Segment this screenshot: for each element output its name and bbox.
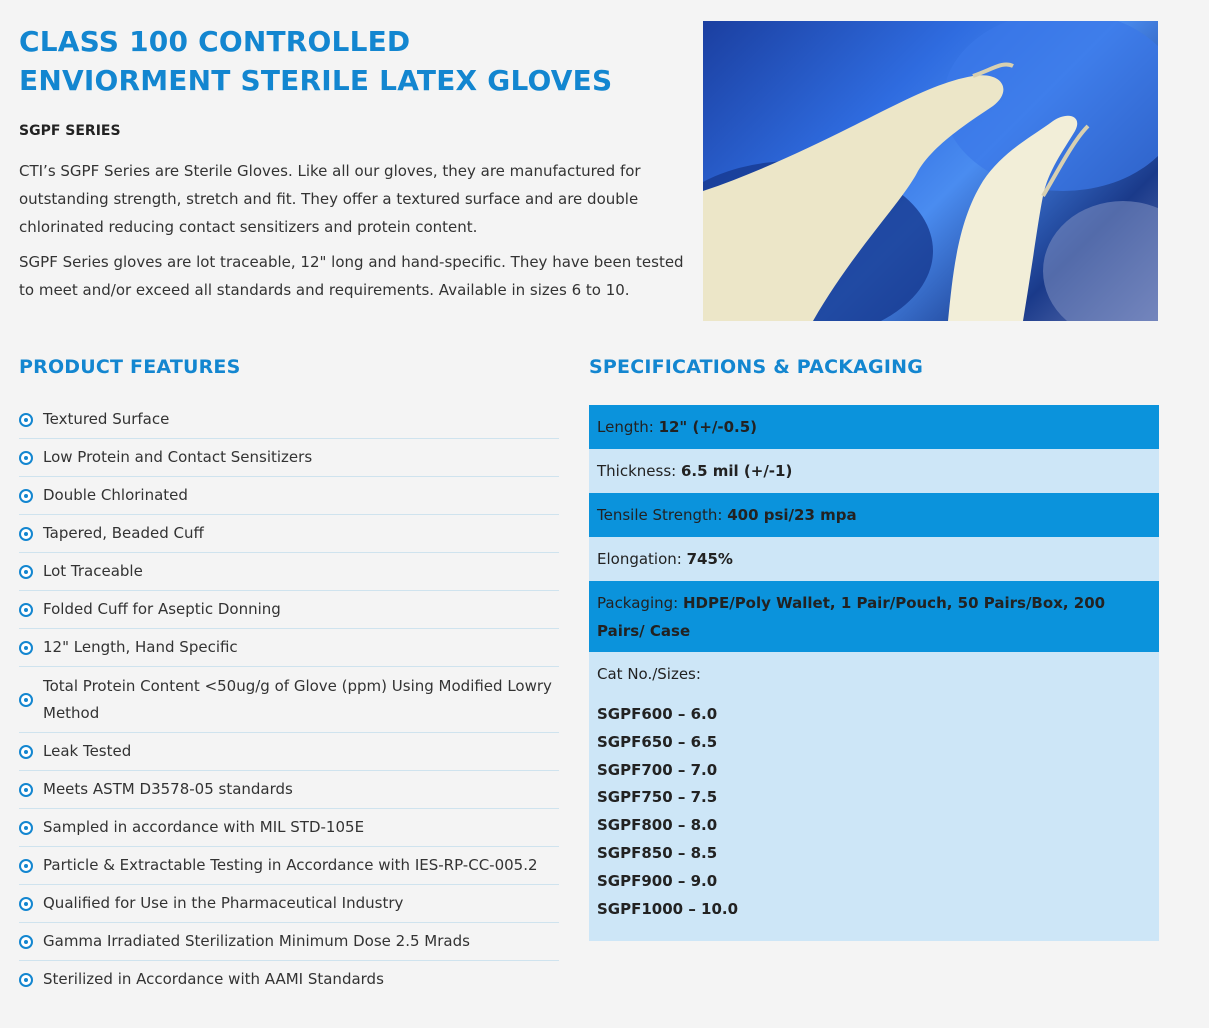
features-heading: PRODUCT FEATURES (19, 356, 241, 378)
spec-row-packaging (589, 581, 1159, 652)
feature-item (19, 439, 559, 477)
catalog-item: SGPF900 – 9.0 (597, 871, 718, 890)
bullet-icon (19, 413, 33, 427)
spec-label: Elongation: (597, 550, 687, 568)
bullet-icon (19, 783, 33, 797)
feature-text: Gamma Irradiated Sterilization Minimum Dose 2.5 Mrads (43, 932, 470, 950)
spec-label: Packaging: (597, 594, 683, 612)
page-title-line-2: ENVIORMENT STERILE LATEX GLOVES (19, 64, 613, 97)
feature-item (19, 961, 559, 998)
features-list (19, 401, 559, 998)
feature-item (19, 923, 559, 961)
feature-item (19, 553, 559, 591)
feature-item (19, 477, 559, 515)
catalog-item: SGPF1000 – 10.0 (597, 899, 739, 918)
feature-text: Textured Surface (43, 410, 170, 428)
feature-item (19, 629, 559, 667)
spec-value: 6.5 mil (+/-1) (680, 462, 793, 480)
bullet-icon (19, 859, 33, 873)
feature-text: Meets ASTM D3578-05 standards (43, 780, 293, 798)
feature-item (19, 667, 559, 733)
catalog-list (597, 701, 1151, 923)
feature-item (19, 771, 559, 809)
specs-table (589, 405, 1159, 941)
spec-label: Length: (597, 418, 659, 436)
bullet-icon (19, 641, 33, 655)
series-label: SGPF SERIES (19, 123, 121, 139)
intro-text (19, 157, 689, 311)
feature-text: Particle & Extractable Testing in Accordance with IES-RP-CC-005.2 (43, 856, 538, 874)
bullet-icon (19, 565, 33, 579)
spec-value: HDPE/Poly Wallet, 1 Pair/Pouch, 50 Pairs/Box, 200 Pairs/ Case (597, 594, 1106, 640)
catalog-item: SGPF800 – 8.0 (597, 816, 718, 835)
spec-value: 12" (+/-0.5) (658, 418, 758, 436)
catalog-item: SGPF750 – 7.5 (597, 788, 718, 807)
feature-item (19, 809, 559, 847)
intro-paragraph-1: CTI’s SGPF Series are Sterile Gloves. Like all our gloves, they are manufactured for outstanding strength, stretch and fit. They offer a textured surface and are double chlorinated reducing contact sensitizers and protein content. (19, 162, 641, 236)
feature-text: Low Protein and Contact Sensitizers (43, 448, 313, 466)
specs-heading: SPECIFICATIONS & PACKAGING (589, 356, 924, 378)
feature-text: Lot Traceable (43, 562, 143, 580)
spec-row-length (589, 405, 1159, 449)
bullet-icon (19, 745, 33, 759)
bullet-icon (19, 603, 33, 617)
product-photo (703, 21, 1158, 321)
spec-row-thickness (589, 449, 1159, 493)
feature-item (19, 847, 559, 885)
bullet-icon (19, 527, 33, 541)
catalog-label: Cat No./Sizes: (597, 665, 701, 683)
feature-item (19, 401, 559, 439)
feature-text: Leak Tested (43, 742, 132, 760)
catalog-item: SGPF850 – 8.5 (597, 843, 718, 862)
feature-item (19, 591, 559, 629)
bullet-icon (19, 451, 33, 465)
bullet-icon (19, 897, 33, 911)
spec-row-elongation (589, 537, 1159, 581)
bullet-icon (19, 821, 33, 835)
spec-row-tensile-strength (589, 493, 1159, 537)
bullet-icon (19, 489, 33, 503)
feature-text: Sampled in accordance with MIL STD-105E (43, 818, 365, 836)
feature-text: Folded Cuff for Aseptic Donning (43, 600, 281, 618)
spec-label: Tensile Strength: (597, 506, 728, 524)
catalog-sizes (589, 652, 1159, 941)
feature-item (19, 885, 559, 923)
page-title-line-1: CLASS 100 CONTROLLED (19, 25, 411, 58)
feature-text: Total Protein Content <50ug/g of Glove (ppm) Using Modified Lowry Method (43, 676, 552, 722)
feature-item (19, 515, 559, 553)
feature-text: Tapered, Beaded Cuff (43, 524, 204, 542)
feature-text: Qualified for Use in the Pharmaceutical Industry (43, 894, 404, 912)
bullet-icon (19, 973, 33, 987)
bullet-icon (19, 693, 33, 707)
spec-label: Thickness: (597, 462, 681, 480)
feature-text: Double Chlorinated (43, 486, 188, 504)
spec-value: 400 psi/23 mpa (727, 506, 857, 524)
bullet-icon (19, 935, 33, 949)
feature-text: 12" Length, Hand Specific (43, 638, 238, 656)
feature-item (19, 733, 559, 771)
catalog-item: SGPF700 – 7.0 (597, 760, 718, 779)
catalog-item: SGPF600 – 6.0 (597, 705, 718, 723)
catalog-item: SGPF650 – 6.5 (597, 732, 718, 751)
page-title (19, 22, 612, 100)
feature-text: Sterilized in Accordance with AAMI Standards (43, 970, 384, 988)
intro-paragraph-2: SGPF Series gloves are lot traceable, 12" long and hand-specific. They have been tested to meet and/or exceed all standards and requirements. Available in sizes 6 to 10. (19, 253, 684, 299)
gloves-illustration (703, 21, 1158, 321)
spec-value: 745% (686, 550, 733, 568)
